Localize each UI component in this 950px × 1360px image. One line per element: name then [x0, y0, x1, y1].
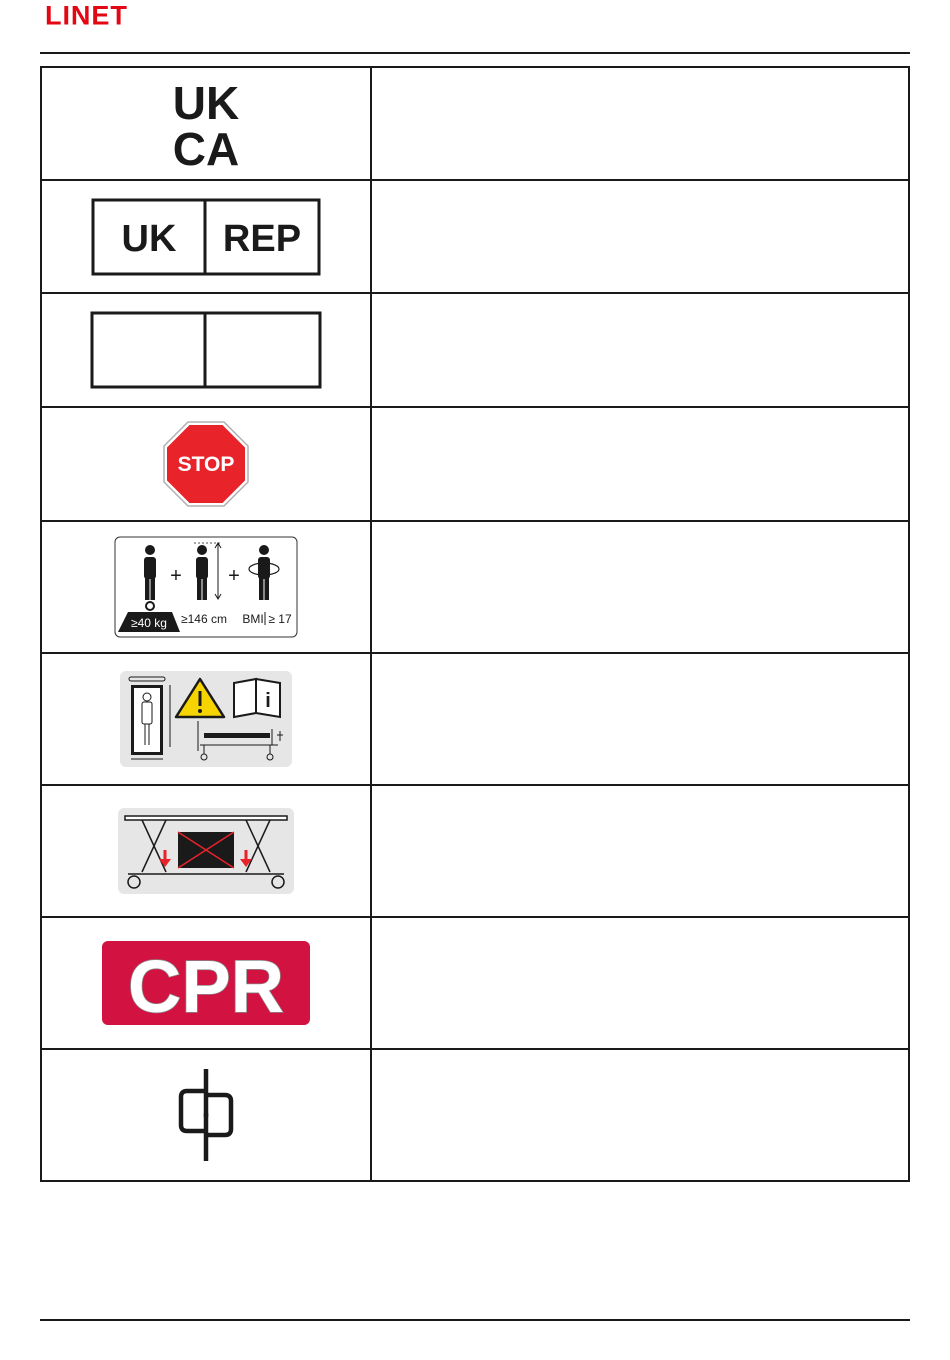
symbol-table [40, 66, 910, 1182]
description-cell [371, 653, 909, 785]
svg-text:CA: CA [172, 122, 240, 169]
description-cell [371, 521, 909, 653]
table-row [41, 785, 909, 917]
symbol-cell [41, 293, 371, 407]
header-rule [40, 52, 910, 54]
symbol-cell [41, 917, 371, 1049]
ukca-mark-icon [160, 79, 252, 169]
blank-box-icon [90, 311, 322, 389]
uk-rep-icon [91, 198, 321, 276]
linet-logo [40, 2, 190, 30]
description-cell [371, 67, 909, 180]
table-row [41, 293, 909, 407]
symbol-cell [41, 1049, 371, 1181]
svg-text:UK: UK [172, 78, 240, 129]
description-cell [371, 180, 909, 293]
svg-text:i: i [265, 690, 271, 712]
linet-logo-text: LINET [45, 2, 128, 30]
symbol-cell [41, 180, 371, 293]
table-row [41, 1049, 909, 1181]
description-cell [371, 293, 909, 407]
no-objects-under-bed-icon [118, 808, 294, 894]
cpr-label-icon [102, 941, 310, 1025]
symbol-cell [41, 521, 371, 653]
svg-text:REP: REP [222, 217, 302, 260]
description-cell [371, 917, 909, 1049]
table-row [41, 917, 909, 1049]
table-row [41, 180, 909, 293]
bed-dimensions-warning-icon [120, 671, 292, 767]
svg-text:≥146 cm: ≥146 cm [181, 612, 227, 626]
svg-text:≥ 17: ≥ 17 [268, 612, 292, 626]
svg-text:BMI: BMI [242, 612, 264, 626]
description-cell [371, 785, 909, 917]
symbol-cell [41, 67, 371, 180]
svg-text:STOP: STOP [177, 453, 235, 476]
stop-sign-icon [162, 420, 250, 508]
table-row [41, 521, 909, 653]
svg-text:≥40 kg: ≥40 kg [131, 616, 167, 630]
table-row [41, 407, 909, 521]
symbol-cell [41, 653, 371, 785]
patient-requirements-icon [114, 536, 298, 638]
svg-text:CPR: CPR [127, 945, 285, 1025]
description-cell [371, 407, 909, 521]
description-cell [371, 1049, 909, 1181]
svg-text:+: + [170, 565, 182, 587]
svg-text:+: + [228, 565, 240, 587]
footer-rule [40, 1319, 910, 1321]
symbol-cell [41, 407, 371, 521]
table-row [41, 653, 909, 785]
equipotential-icon [171, 1067, 241, 1163]
svg-text:UK: UK [121, 217, 177, 260]
symbol-cell [41, 785, 371, 917]
table-row [41, 67, 909, 180]
